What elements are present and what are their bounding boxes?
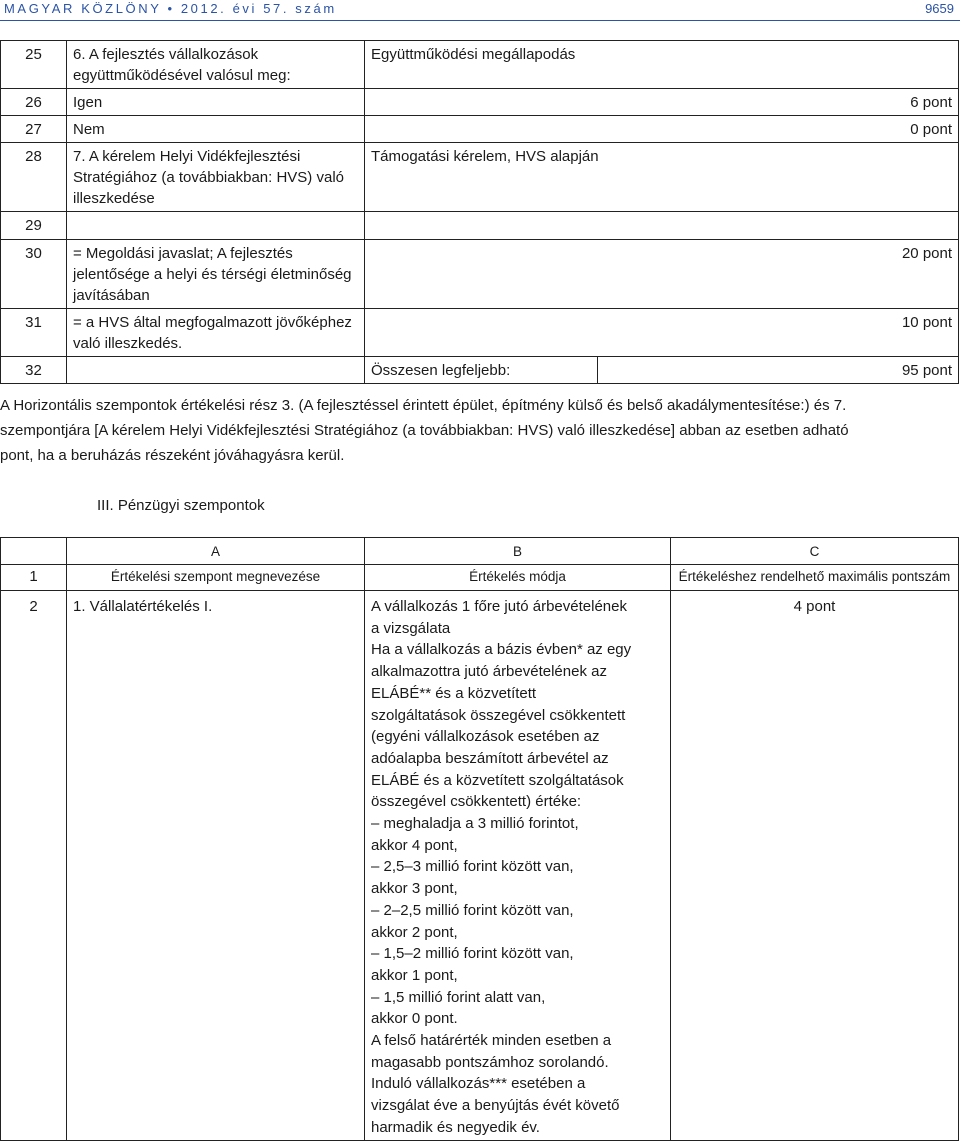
table-row — [1, 41, 959, 89]
criterion-cell: = Megoldási javaslat; A fejlesztés jelentősége a helyi és térségi életminőség javításában — [67, 240, 365, 309]
table-row — [1, 89, 959, 116]
table-row — [1, 143, 959, 212]
note-line: pont, ha a beruházás részeként jóváhagyásra kerül. — [0, 447, 345, 464]
column-letter: C — [671, 538, 959, 565]
method-line: – 1,5–2 millió forint között van, — [371, 945, 574, 963]
method-line: A vállalkozás 1 főre jutó árbevételének — [371, 598, 627, 615]
criterion-cell: 1. Vállalatértékelés I. — [67, 591, 365, 1141]
column-letter: B — [365, 538, 671, 565]
method-line: Ha a vállalkozás a bázis évben* az egy — [371, 641, 632, 659]
method-line: szolgáltatások összegével csökkentett — [371, 706, 626, 724]
method-line: a vizsgálata — [371, 619, 451, 637]
column-header: Értékelés módja — [365, 565, 671, 591]
row-number: 30 — [1, 240, 67, 309]
row-number: 1 — [1, 565, 67, 591]
column-letter-row — [1, 538, 959, 565]
row-number: 28 — [1, 143, 67, 212]
method-line: akkor 2 pont, — [371, 923, 458, 941]
method-line: – meghaladja a 3 millió forintot, — [371, 815, 579, 833]
page-number: 9659 — [925, 1, 954, 16]
method-line: vizsgálat éve a benyújtás évét követő — [371, 1097, 620, 1115]
journal-title: MAGYAR KÖZLÖNY • 2012. évi 57. szám — [4, 1, 337, 16]
row-number: 32 — [1, 357, 67, 384]
points-cell: 20 pont — [365, 240, 959, 309]
criterion-cell: Nem — [67, 116, 365, 143]
method-cell — [365, 212, 959, 240]
method-cell: Együttműködési megállapodás — [365, 41, 959, 89]
method-cell: Támogatási kérelem, HVS alapján — [365, 143, 959, 212]
criterion-cell — [67, 357, 365, 384]
method-line: összegével csökkentett) értéke: — [371, 793, 582, 811]
note-line: szempontjára [A kérelem Helyi Vidékfejlesztési Stratégiához (a továbbiakban: HVS) való illeszkedése] abban az esetben adható — [0, 422, 849, 439]
method-line: – 1,5 millió forint alatt van, — [371, 988, 546, 1006]
points-cell: 0 pont — [365, 116, 959, 143]
method-line: – 2,5–3 millió forint között van, — [371, 858, 574, 876]
table-row — [1, 309, 959, 357]
scoring-table — [0, 40, 959, 384]
method-line: akkor 3 pont, — [371, 880, 458, 898]
method-line: akkor 1 pont, — [371, 966, 458, 984]
points-cell: 6 pont — [365, 89, 959, 116]
row-number: 27 — [1, 116, 67, 143]
max-points-cell: 4 pont — [671, 591, 959, 1141]
total-label: Összesen legfeljebb: — [365, 357, 598, 384]
method-line: akkor 0 pont. — [371, 1010, 458, 1028]
method-line: A felső határérték minden esetben a — [371, 1032, 612, 1050]
row-number: 2 — [1, 591, 67, 1141]
row-number: 25 — [1, 41, 67, 89]
column-header: Értékeléshez rendelhető maximális pontszám — [671, 565, 959, 591]
total-points: 95 pont — [598, 357, 959, 384]
financial-criteria-table — [0, 537, 959, 1141]
criterion-cell: Igen — [67, 89, 365, 116]
header-rule — [0, 20, 960, 21]
method-line: ELÁBÉ és a közvetített szolgáltatások — [371, 771, 624, 789]
note-line: A Horizontális szempontok értékelési rész 3. (A fejlesztéssel érintett épület, építmény külső és belső akadálymentesítése:) és 7. — [0, 397, 847, 414]
page-header — [0, 0, 960, 22]
column-header: Értékelési szempont megnevezése — [67, 565, 365, 591]
method-line: adóalapba beszámított árbevétel az — [371, 749, 609, 767]
points-cell: 10 pont — [365, 309, 959, 357]
method-line: ELÁBÉ** és a közvetített — [371, 684, 537, 702]
corner-cell — [1, 538, 67, 565]
section-title: III. Pénzügyi szempontok — [97, 497, 265, 514]
method-line: akkor 4 pont, — [371, 836, 458, 854]
method-line: Induló vállalkozás*** esetében a — [371, 1075, 586, 1093]
criterion-cell — [67, 212, 365, 240]
table-row — [1, 116, 959, 143]
table-row — [1, 212, 959, 240]
table-row — [1, 591, 959, 1141]
method-line: harmadik és negyedik év. — [371, 1118, 540, 1136]
column-letter: A — [67, 538, 365, 565]
note-paragraph — [0, 393, 958, 468]
row-number: 26 — [1, 89, 67, 116]
method-line: alkalmazottra jutó árbevételének az — [371, 663, 607, 681]
table-row — [1, 240, 959, 309]
method-line: magasabb pontszámhoz sorolandó. — [371, 1053, 609, 1071]
method-line: (egyéni vállalkozások esetében az — [371, 728, 600, 746]
row-number: 29 — [1, 212, 67, 240]
table-row — [1, 357, 959, 384]
row-number: 31 — [1, 309, 67, 357]
method-cell — [365, 591, 671, 1141]
criterion-cell: 7. A kérelem Helyi Vidékfejlesztési Stratégiához (a továbbiakban: HVS) való illeszkedése — [67, 143, 365, 212]
method-line: – 2–2,5 millió forint között van, — [371, 901, 574, 919]
criterion-cell: 6. A fejlesztés vállalkozások együttműködésével valósul meg: — [67, 41, 365, 89]
header-row — [1, 565, 959, 591]
criterion-cell: = a HVS által megfogalmazott jövőképhez való illeszkedés. — [67, 309, 365, 357]
